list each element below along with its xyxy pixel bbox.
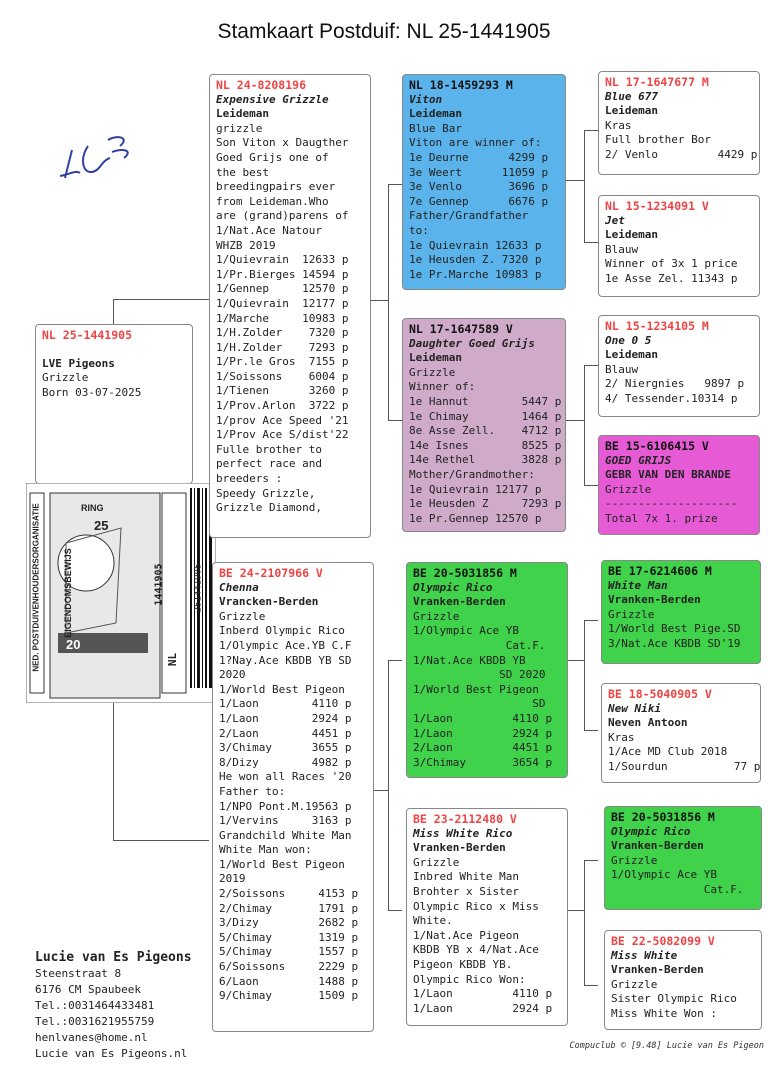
connector xyxy=(584,860,598,861)
certificate-graphic xyxy=(26,483,216,703)
breeder-name: Vranken-Berden xyxy=(611,839,704,853)
pigeon-name: Olympic Rico xyxy=(413,580,493,594)
pedigree-card-grandmother-paternal xyxy=(402,318,566,532)
contact-website: Lucie van Es Pigeons.nl xyxy=(35,1047,188,1060)
breeder-name: Vranken-Berden xyxy=(611,963,704,977)
pigeon-name: Blue 677 xyxy=(605,89,658,103)
certificate-year: 25 xyxy=(94,518,109,533)
certificate-ring-number: 1441905 xyxy=(153,563,165,606)
connector xyxy=(584,242,598,243)
pedigree-card-ggm-1 xyxy=(598,195,760,297)
ownership-certificate xyxy=(26,483,216,703)
connector xyxy=(584,365,585,485)
ring-number: NL 17-1647677 M xyxy=(605,75,709,89)
pigeon-details: Grizzle 1/Olympic Ace YB Cat.F. 1/Nat.Ace KBDB YB SD 2020 1/World Best Pigeon SD 1/Laon 4110 p 1/Laon 2924 p 2/Laon 4451 p 3/Chimay 3654 p xyxy=(413,609,553,769)
contact-address: Steenstraat 8 xyxy=(35,967,122,980)
pigeon-details: Blue Bar Viton are winner of: 1e Deurne 4299 p 3e Weert 11059 p 3e Venlo 3696 p 7e Gennep 6676 p Father/Grandfather to: 1e Quievrain 12633 p 1e Heusden Z. 7320 p 1e Pr.Marche 10983 p xyxy=(409,121,549,281)
signature xyxy=(50,128,150,208)
connector xyxy=(388,184,389,420)
ring-number: NL 15-1234091 V xyxy=(605,199,709,213)
contact-phone-mobile: Tel.:0031621955759 xyxy=(35,1015,155,1028)
contact-email: henlvanes@home.nl xyxy=(35,1031,148,1044)
pedigree-card-grandfather-paternal xyxy=(402,74,566,290)
pedigree-card-ggf-2 xyxy=(598,315,760,417)
ring-number: BE 20-5031856 M xyxy=(611,810,715,824)
certificate-band: EIGENDOMSBEWIJS xyxy=(63,548,73,638)
connector xyxy=(113,840,209,841)
connector xyxy=(566,910,584,911)
breeder-name: Leideman xyxy=(605,348,658,362)
connector xyxy=(113,299,209,300)
ring-number: BE 24-2107966 V xyxy=(219,566,323,580)
connector xyxy=(371,300,388,301)
pedigree-card-ggm-3 xyxy=(601,683,761,783)
connector xyxy=(584,485,598,486)
owner-name: LVE Pigeons xyxy=(42,356,115,370)
breeder-name: Vranken-Berden xyxy=(413,841,506,855)
pigeon-details: Kras 1/Ace MD Club 2018 1/Sourdun 77 p xyxy=(608,730,761,773)
pigeon-details: Grizzle Winner of: 1e Hannut 5447 p 1e Chimay 1464 p 8e Asse Zell. 4712 p 14e Isnes 8525 p 14e Rethel 3828 p Mother/Grandmother: 1e Quievrain 12177 p 1e Heusden Z 7293 p 1e Pr.Gennep 12570 p xyxy=(409,365,562,525)
pigeon-name: Chenna xyxy=(219,580,259,594)
pigeon-details: Grizzle -------------------- Total 7x 1. prize xyxy=(605,482,738,525)
contact-block xyxy=(35,950,192,1062)
connector xyxy=(388,910,402,911)
connector xyxy=(388,420,402,421)
connector xyxy=(566,180,584,181)
breeder-name: Leideman xyxy=(409,107,462,121)
certificate-country: NL xyxy=(166,652,180,667)
connector xyxy=(584,730,598,731)
ring-number: BE 18-5040905 V xyxy=(608,687,712,701)
pedigree-card-grandmother-maternal xyxy=(406,808,568,1026)
pigeon-name: GOED GRIJS xyxy=(605,453,672,467)
subject-card xyxy=(35,324,193,484)
footer-credit: Compuclub © [9.48] Lucie van Es Pigeon xyxy=(569,1041,764,1051)
connector xyxy=(388,660,389,910)
birth-date: Born 03-07-2025 xyxy=(42,385,142,399)
breeder-name: Vranken-Berden xyxy=(413,595,506,609)
pigeon-name: Jet xyxy=(605,213,625,227)
pigeon-details: Blauw Winner of 3x 1 price 1e Asse Zel. 11343 p xyxy=(605,242,738,285)
connector xyxy=(584,130,585,242)
breeder-name: Vrancken-Berden xyxy=(219,595,319,609)
pigeon-name: Viton xyxy=(409,92,443,106)
pigeon-name: Expensive Grizzle xyxy=(216,92,329,106)
pigeon-details: Blauw 2/ Niergnies 9897 p 4/ Tessender.10314 p xyxy=(605,362,745,405)
pedigree-card-ggm-2 xyxy=(598,435,760,535)
connector xyxy=(388,660,402,661)
breeder-name: Neven Antoon xyxy=(608,716,688,730)
breeder-name: Vranken-Berden xyxy=(608,593,701,607)
pedigree-card-ggm-4 xyxy=(604,930,762,1030)
connector xyxy=(566,660,584,661)
pigeon-details: Grizzle Inbred White Man Brohter x Sister Olympic Rico x Miss White. 1/Nat.Ace Pigeon KBDB YB x 4/Nat.Ace Pigeon KBDB YB. Olympic Rico Won: 1/Laon 4110 p 1/Laon 2924 p xyxy=(413,855,553,1015)
connector xyxy=(584,985,598,986)
certificate-ring-label: RING xyxy=(81,503,104,513)
ring-number: BE 22-5082099 V xyxy=(611,934,715,948)
contact-name: Lucie van Es Pigeons xyxy=(35,950,192,965)
certificate-series: 20 xyxy=(66,637,81,652)
pigeon-name: White Man xyxy=(608,578,668,592)
pedigree-card-grandfather-maternal xyxy=(406,562,568,778)
pigeon-details: Grizzle Inberd Olympic Rico 1/Olympic Ace.YB C.F 1?Nay.Ace KBDB YB SD 2020 1/World Best Pigeon 1/Laon 4110 p 1/Laon 2924 p 2/Laon 4451 p 3/Chimay 3655 p 8/Dizy 4982 p He won all Races '20 Father to: 1/NPO Pont.M.19563 p 1/Vervins 3163 p Grandchild White Man White Man won: 1/World Best Pigeon 2019 2/Soissons 4153 p 2/Chimay 1791 p 3/Dizy 2682 p 5/Chimay 1319 p 5/Chimay 1557 p 6/Soissons 2229 p 6/Laon 1488 p 9/Chimay 1509 p xyxy=(219,609,359,1003)
pigeon-details: grizzle Son Viton x Daugther Goed Grijs one of the best breedingpairs ever from Leideman.Who are (grand)parens of 1/Nat.Ace Natour WHZB 2019 1/Quievrain 12633 p 1/Pr.Bierges 14594 p 1/Gennep 12570 p 1/Quievrain 12177 p 1/Marche 10983 p 1/H.Zolder 7320 p 1/H.Zolder 7293 p 1/Pr.le Gros 7155 p 1/Soissons 6004 p 1/Tienen 3260 p 1/Prov.Arlon 3722 p 1/prov Ace Speed '21 1/Prov Ace S/dist'22 Fulle brother to perfect race and breeders : Speedy Grizzle, Grizzle Diamond, xyxy=(216,121,349,515)
pigeon-details: Grizzle Sister Olympic Rico Miss White Won : xyxy=(611,977,737,1020)
connector xyxy=(584,620,585,730)
connector xyxy=(388,184,402,185)
pedigree-card-father xyxy=(209,74,371,538)
page-title: Stamkaart Postduif: NL 25-1441905 xyxy=(217,20,551,43)
ring-number: NL 17-1647589 V xyxy=(409,322,513,336)
pigeon-details: Kras Full brother Bor 2/ Venlo 4429 p xyxy=(605,118,758,161)
pigeon-name: Miss White Rico xyxy=(413,826,513,840)
color: Grizzle xyxy=(42,371,89,385)
connector xyxy=(113,703,114,841)
connector xyxy=(584,365,598,366)
ring-number: BE 20-5031856 M xyxy=(413,566,517,580)
connector xyxy=(584,620,598,621)
breeder-name: Leideman xyxy=(409,351,462,365)
pedigree-card-ggf-1 xyxy=(598,71,760,175)
ring-number: NL 25-1441905 xyxy=(42,328,133,342)
breeder-name: Leideman xyxy=(605,228,658,242)
connector xyxy=(113,299,114,324)
contact-postcode: 6176 CM Spaubeek xyxy=(35,983,141,996)
ring-number: NL 18-1459293 M xyxy=(409,78,513,92)
contact-phone: Tel.:0031464433481 xyxy=(35,999,155,1012)
pigeon-details: Grizzle 1/Olympic Ace YB Cat.F. xyxy=(611,853,744,896)
pigeon-name: Miss White xyxy=(611,948,678,962)
barcode-number: 251441905 xyxy=(193,563,204,613)
ring-number: BE 23-2112480 V xyxy=(413,812,517,826)
breeder-name: Leideman xyxy=(216,107,269,121)
connector xyxy=(584,130,598,131)
breeder-name: Leideman xyxy=(605,104,658,118)
ring-number: BE 17-6214606 M xyxy=(608,564,712,578)
pigeon-name: Daughter Goed Grijs xyxy=(409,336,535,350)
pedigree-card-ggf-3 xyxy=(601,560,761,664)
ring-number: BE 15-6106415 V xyxy=(605,439,709,453)
breeder-name: GEBR VAN DEN BRANDE xyxy=(605,468,731,482)
pigeon-details: Grizzle 1/World Best Pige.SD 3/Nat.Ace KBDB SD'19 xyxy=(608,607,741,650)
pigeon-name: Olympic Rico xyxy=(611,824,691,838)
ring-number: NL 15-1234105 M xyxy=(605,319,709,333)
ring-number: NL 24-8208196 xyxy=(216,78,307,92)
connector xyxy=(584,860,585,985)
connector xyxy=(566,420,584,421)
pedigree-card-mother xyxy=(212,562,374,1032)
pigeon-name: One 0 5 xyxy=(605,333,652,347)
certificate-org: NED. POSTDUIVENHOUDERSORGANISATIE xyxy=(31,503,41,672)
pigeon-name: New Niki xyxy=(608,701,661,715)
pedigree-card-ggf-4 xyxy=(604,806,762,910)
